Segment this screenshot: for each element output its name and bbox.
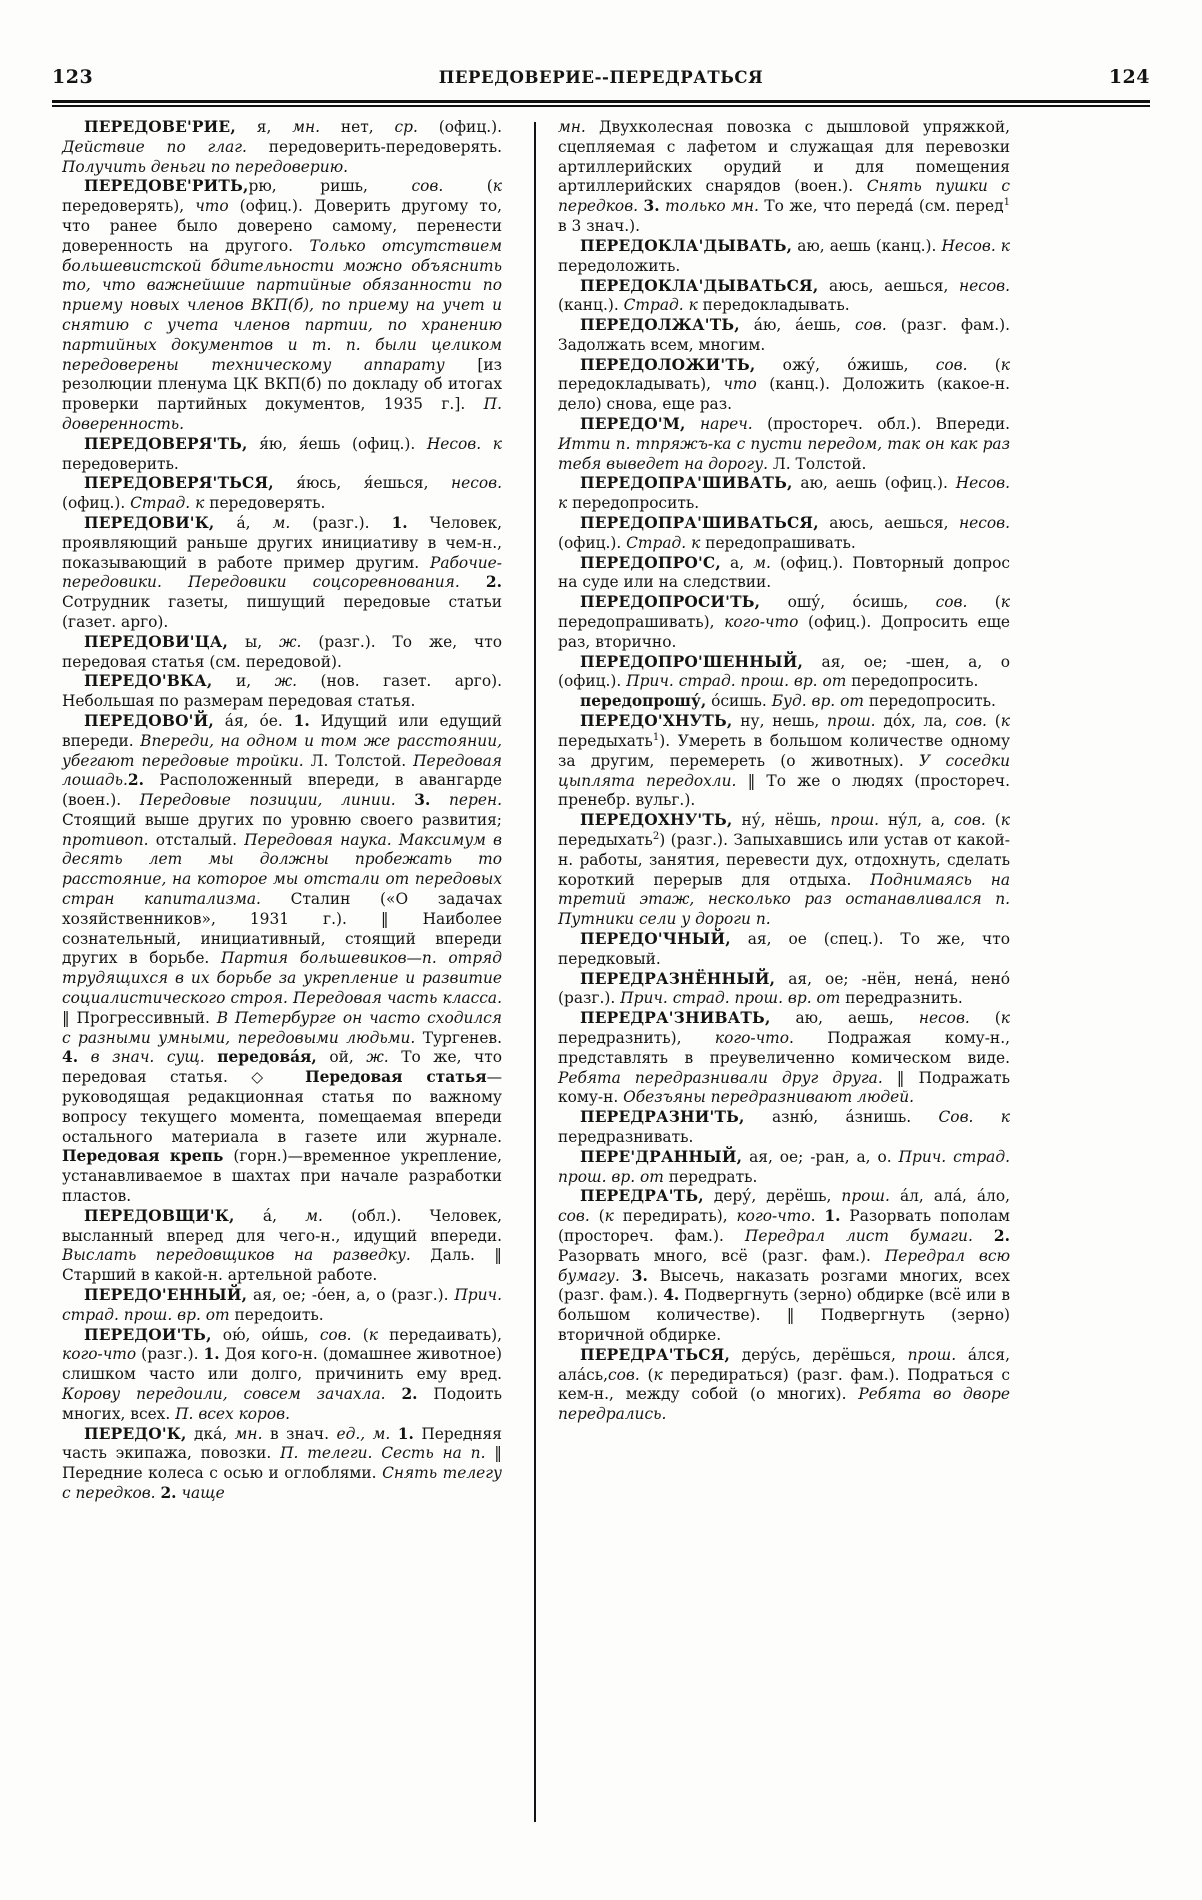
entry-peredovoy	[62, 712, 502, 1207]
headword: ПЕРЕДРА'ТЬ,	[580, 1187, 704, 1206]
entry-body: аю, аешь (офиц.). Несов. к передопросить.	[558, 474, 1010, 513]
entry-peredok-cont	[558, 118, 1010, 237]
entry-peredraznit	[558, 1108, 1010, 1148]
headword: ПЕРЕДОВО'Й,	[84, 711, 214, 730]
headword: ПЕРЕДРА'ТЬСЯ,	[580, 1345, 731, 1364]
entry-peredokhnut-2	[558, 811, 1010, 930]
running-head: ПЕРЕДОВЕРИЕ--ПЕРЕДРАТЬСЯ	[438, 68, 764, 87]
headword: передопрошу́,	[580, 692, 707, 711]
entry-body: деру́, дерёшь, прош. áл, алá, áло, сов. (к передирать), кого-что. 1. Разорвать пополам (простореч. фам.). Передрал лист бумаги. 2. Разорвать много, всё (разг. фам.). Передрал всю бумагу. 3. Высечь, наказать розгами многих, всех (разг. фам.). 4. Подвергнуть (зерно) обдирке (всё или в большом количестве). ‖ Подвергнуть (зерно) вторичной обдирке.	[558, 1187, 1010, 1344]
entry-body: дерýсь, дерёшься, прош. áлся, алáсь,сов. (к передираться) (разг. фам.). Подраться с кем-н., между собой (о многих). Ребята во дворе передрались.	[558, 1345, 1010, 1424]
folio-left: 123	[52, 66, 94, 88]
headword: ПЕРЕДОВЕ'РИЕ,	[84, 118, 236, 136]
entry-body: я́ю, я́ешь (офиц.). Несов. к передоверить.	[62, 434, 502, 473]
entry-peredraznivat	[558, 1009, 1010, 1108]
entry-peredrat	[558, 1187, 1010, 1345]
column-right	[546, 118, 1010, 1858]
entry-body: ну́, нёшь, прош. ну́л, а, сов. (к передыхать$^2$) (разг.). Запыхавшись или устав от какой-н. работы, занятия, перевести дух, отдохнуть, сделать короткий перерыв для отдыха. Поднимаясь на третий этаж, несколько раз останавливался п. Путники сели у дороги п.	[558, 811, 1011, 929]
entry-body: а, м. (офиц.). Повторный допрос на суде или на следствии.	[558, 553, 1010, 592]
entry-body: аюсь, аешься, несов. (офиц.). Страд. к передопрашивать.	[558, 514, 1010, 552]
text-columns	[62, 118, 1142, 1858]
entry-peredoveryat	[62, 435, 502, 475]
headword: ПЕРЕДОПРОСИ'ТЬ,	[580, 593, 761, 612]
headword: ПЕРЕДРА'ЗНИВАТЬ,	[580, 1009, 771, 1028]
entry-peredolozhit	[558, 356, 1010, 415]
entry-peredopros	[558, 554, 1010, 594]
headword: ПЕРЕДОВЕ'РИТЬ,	[84, 177, 249, 196]
headword: ПЕРЕДО'М,	[580, 415, 686, 434]
entry-body: ая, ое (спец.). То же, что передковый.	[558, 930, 1010, 968]
headword: ПЕРЕДОЛОЖИ'ТЬ,	[580, 355, 756, 374]
entry-body: и, ж. (нов. газет. арго). Небольшая по размерам передовая статья.	[62, 672, 503, 711]
entry-body: я, мн. нет, ср. (офиц.). Действие по глаг. передоверить-передоверять. Получить деньги по передоверию.	[62, 118, 503, 176]
headword: ПЕРЕДОЛЖА'ТЬ,	[580, 316, 740, 335]
entry-body: áя, óе. 1. Идущий или едущий впереди. Впереди, на одном и том же расстоянии, убегают передовые тройки. Л. Толстой. Передовая лошадь.2. Расположенный впереди, в авангарде (воен.). Передовые позиции, линии. 3. перен. Стоящий выше других по уровню своего развития; противоп. отсталый. Передовая наука. Максимум в десять лет мы должны пробежать то расстояние, на которое мы отстали от передовых стран капитализма. Сталин («О задачах хозяйственников», 1931 г.). ‖ Наиболее сознательный, инициативный, стоящий впереди других в борьбе. Партия большевиков—п. отряд трудящихся в их борьбе за укрепление и развитие социалистического строя. Передовая часть класса. ‖ Прогрессивный. В Петербурге он часто сходился с разными умными, передовыми людьми. Тургенев. 4. в знач. сущ. передовáя, ой, ж. То же, что передовая статья. ◇ Передовая статья—руководящая редакционная статья по важному вопросу текущего момента, помещаемая впереди остального материала в газете или журнале. Передовая крепь (горн.)—временное укрепление, устанавливаемое в шахтах при начале разработки пластов.	[62, 711, 503, 1206]
headword: ПЕРЕДРАЗНЁННЫЙ,	[580, 969, 776, 988]
headword: ПЕРЕДОВЩИ'К,	[84, 1206, 235, 1225]
headword: ПЕРЕДОПРА'ШИВАТЬ,	[580, 474, 793, 493]
entry-body: á, м. (обл.). Человек, высланный вперед для чего-н., идущий впереди. Выслать передовщиков на разведку. Даль. ‖ Старший в какой-н. артельной работе.	[62, 1206, 503, 1285]
entry-body: дкá, мн. в знач. ед., м. 1. Передняя часть экипажа, повозки. П. телеги. Сесть на п. ‖ Передние колеса с осью и оглоблями. Снять телегу с передков. 2. чаще	[62, 1424, 502, 1502]
headword: ПЕРЕДОИ'ТЬ,	[84, 1325, 212, 1344]
entry-peredrannyy	[558, 1148, 1010, 1188]
entry-peredoprashivat	[558, 474, 1010, 514]
entry-body: мн. Двухколесная повозка с дышловой упряжкой, сцепляемая с лафетом и служащая для перевозки артиллерийских орудий и для помещения артиллерийских снарядов (воен.). Снять пушки с передков. 3. только мн. То же, что передá (см. перед$^1$ в 3 знач.).	[558, 118, 1010, 236]
entry-body: ая, ое; -ран, а, о. Прич. страд. прош. вр. от передрать.	[558, 1147, 1010, 1186]
headword: ПЕРЕДОВЕРЯ'ТЬ,	[84, 434, 248, 453]
entry-peredovshchik	[62, 1207, 502, 1286]
headword: ПЕРЕДОХНУ'ТЬ,	[580, 811, 733, 830]
entry-peredoveryatsya	[62, 474, 502, 514]
entry-peredoproshennyy	[558, 653, 1010, 693]
entry-peredom	[558, 415, 1010, 474]
column-left	[62, 118, 524, 1858]
headword: ПЕРЕДОПРО'ШЕННЫЙ,	[580, 652, 804, 671]
headword: ПЕРЕДОПРА'ШИВАТЬСЯ,	[580, 514, 819, 533]
headword: ПЕРЕДО'ЕННЫЙ,	[84, 1286, 248, 1305]
headword: ПЕРЕДОПРО'С,	[580, 553, 721, 572]
headword: ПЕРЕДОВИ'ЦА,	[84, 632, 229, 651]
entry-body: ошу́, óсишь, сов. (к передопрашивать), кого-что (офиц.). Допросить еще раз, вторично.	[558, 593, 1010, 651]
rule-thin	[52, 105, 1150, 107]
entry-peredokladyvatsya	[558, 277, 1010, 317]
headword: ПЕРЕДО'ВКА,	[84, 672, 213, 691]
entry-peredoverit	[62, 177, 502, 434]
entry-peredoprashivatsya	[558, 514, 1010, 554]
entry-peredovik	[62, 514, 502, 633]
entry-body: ожу́, óжишь, сов. (к передокладывать), что (канц.). Доложить (какое-н. дело) снова, еще раз.	[558, 355, 1010, 414]
entry-body: ы, ж. (разг.). То же, что передовая статья (см. передовой).	[62, 632, 502, 671]
entry-body: ая, ое; -óен, а, о (разг.). Прич. страд. прош. вр. от передоить.	[62, 1286, 502, 1324]
headword: ПЕРЕДРАЗНИ'ТЬ,	[580, 1108, 745, 1127]
headword: ПЕРЕДОКЛА'ДЫВАТЬ,	[580, 236, 793, 255]
headword: ПЕРЕДО'ХНУТЬ,	[580, 712, 733, 731]
entry-peredochnyy	[558, 930, 1010, 970]
column-separator	[534, 122, 536, 1822]
entry-peredolzhat	[558, 316, 1010, 356]
page-header	[52, 66, 1150, 92]
entry-body: рю, ришь, сов. (к передоверять), что (офиц.). Доверить другому то, что ранее было доверено самому, перенести доверенность на другого. Только отсутствием большевистской бдительности можно объяснить то, что важнейшие партийные обязанности по приему новых членов ВКП(б), по приему на учет и снятию с учета членов партии, по хранению партийных документов и т. п. были целиком передоверены техническому аппарату [из резолюции пленума ЦК ВКП(б) по докладу об итогах проверки партийных документов, 1935 г.]. П. доверенность.	[62, 177, 502, 433]
entry-peredoprosit	[558, 593, 1010, 652]
entry-body: аю, аешь (канц.). Несов. к передоложить.	[558, 236, 1010, 275]
entry-body: азню́, áзнишь. Сов. к передразнивать.	[558, 1108, 1010, 1147]
entry-body: óсишь. Буд. вр. от передопросить.	[706, 692, 996, 711]
folio-right: 124	[1108, 66, 1150, 88]
headword: ПЕРЕ'ДРАННЫЙ,	[580, 1147, 743, 1166]
entry-peredoit	[62, 1326, 502, 1425]
headword: ПЕРЕДО'К,	[84, 1424, 187, 1443]
entry-peredraznennyy	[558, 970, 1010, 1010]
entry-body: ая, ое; -шен, а, о (офиц.). Прич. страд. прош. вр. от передопросить.	[558, 652, 1010, 691]
entry-peredoverie	[62, 118, 502, 177]
header-rule	[52, 100, 1150, 107]
entry-peredovka	[62, 672, 502, 712]
entry-body: аюсь, аешься, несов. (канц.). Страд. к передокладывать.	[558, 276, 1010, 315]
entry-peredratsya	[558, 1346, 1010, 1425]
entry-body: áю, áешь, сов. (разг. фам.). Задолжать всем, многим.	[558, 316, 1010, 354]
entry-body: á, м. (разг.). 1. Человек, проявляющий раньше других инициативу в чем-н., показывающий в работе пример другим. Рабочие-передовики. Передовики соцсоревнования. 2. Сотрудник газеты, пишущий передовые статьи (газет. арго).	[62, 513, 502, 631]
entry-peredokhnut-1	[558, 712, 1010, 811]
headword: ПЕРЕДОВИ'К,	[84, 513, 215, 532]
headword: ПЕРЕДОКЛА'ДЫВАТЬСЯ,	[580, 276, 819, 295]
entry-body: я́юсь, я́ешься, несов. (офиц.). Страд. к передоверять.	[62, 474, 502, 513]
entry-body: нареч. (простореч. обл.). Впереди. Итти п. тпряжъ-ка с пусти передом, так он как раз тебя выведет на дорогу. Л. Толстой.	[558, 415, 1010, 473]
entry-peredokladyvat	[558, 237, 1010, 277]
headword: ПЕРЕДО'ЧНЫЙ,	[580, 930, 731, 949]
entry-peredoproshu	[558, 692, 1010, 712]
entry-body: аю, аешь, несов. (к передразнить), кого-что. Подражая кому-н., представлять в преувеличенно комическом виде. Ребята передразнивали друг друга. ‖ Подражать кому-н. Обезъяны передразнивают людей.	[558, 1009, 1010, 1107]
entry-peredovitsa	[62, 633, 502, 673]
entry-body: ну, нешь, прош. дóх, ла, сов. (к передыхать$^1$). Умереть в большом количестве одному за другим, перемереть (о животных). У соседки цыплята передохли. ‖ То же о людях (простореч. пренебр. вульг.).	[558, 712, 1011, 810]
entry-body: ая, ое; -нён, ненá, ненó (разг.). Прич. страд. прош. вр. от передразнить.	[558, 969, 1010, 1008]
entry-body: ою́, ои́шь, сов. (к передаивать), кого-что (разг.). 1. Доя кого-н. (домашнее животное) слишком часто или долго, причинить ему вред. Корову передоили, совсем зачахла. 2. Подоить многих, всех. П. всех коров.	[62, 1325, 502, 1423]
entry-peredok	[62, 1425, 502, 1504]
headword: ПЕРЕДОВЕРЯ'ТЬСЯ,	[84, 474, 274, 493]
entry-peredoennyy	[62, 1286, 502, 1326]
